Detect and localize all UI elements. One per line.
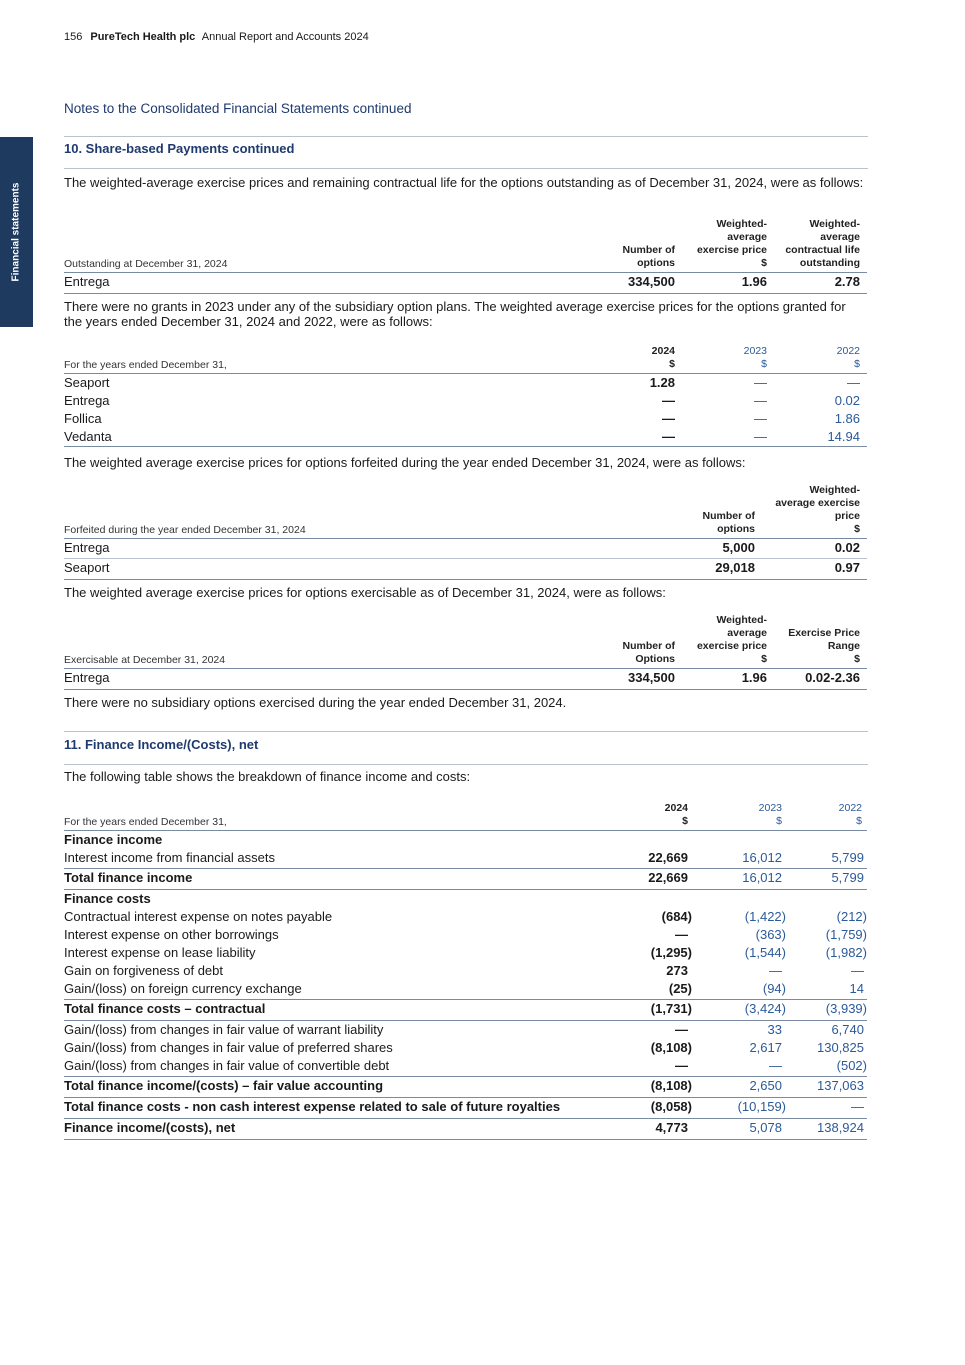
col-header-contractual-life [785,218,860,270]
value-2022: — [851,963,864,978]
row-label: Finance income/(costs), net [64,1120,236,1135]
number-options-value: 334,500 [628,274,675,289]
row-label: Total finance income [64,870,193,885]
number-options-value: 334,500 [628,670,675,685]
col-header-text: Exercise Price Range $ [788,627,860,665]
value-2022: 130,825 [817,1040,864,1055]
value-2023: — [754,411,767,426]
section-side-tab [0,137,33,327]
row-label: Vedanta [64,429,112,444]
row-label: Interest expense on other borrowings [64,927,279,942]
value-2024: (684) [661,909,692,924]
table-header-label: For the years ended December 31, [64,816,227,828]
row-label: Finance income [64,832,163,847]
value-2023: 5,078 [749,1120,782,1135]
table-row [64,908,867,926]
divider [64,168,868,169]
row-label: Total finance income/(costs) – fair value accounting [64,1078,384,1093]
section-10-title: 10. Share-based Payments continued [64,141,295,156]
value-2022: (3,939) [825,1001,867,1016]
col-header-2024 [652,345,675,371]
row-label: Gain/(loss) from changes in fair value of convertible debt [64,1058,390,1073]
value-2023: — [769,963,782,978]
table-header [64,481,867,539]
value-2023: — [754,375,767,390]
row-label: Interest income from financial assets [64,850,275,865]
value-2024: (1,731) [650,1001,692,1016]
table-row [64,1057,867,1077]
table-row [64,374,867,392]
table-row [64,559,867,580]
row-label: Entrega [64,540,110,555]
divider [64,764,868,765]
value-2024: (25) [668,981,692,996]
price-range-value: 0.02-2.36 [805,670,860,685]
col-header-text: 2022 $ [838,802,862,827]
col-header-text: Weighted- average exercise price $ [775,484,860,535]
row-label: Entrega [64,393,110,408]
grants-table [64,341,867,447]
row-label: Total finance costs - non cash interest expense related to sale of future royalties [64,1099,561,1114]
col-header-2023 [744,345,767,371]
value-2023: — [769,1058,782,1073]
value-2023: 16,012 [742,870,782,885]
value-2023: (10,159) [737,1099,786,1114]
table-row [64,980,867,1000]
col-header-text: Weighted- average exercise price $ [696,614,767,665]
table-header-label: Forfeited during the year ended December 31, 2024 [64,524,306,536]
section-10-intro: The weighted-average exercise prices and remaining contractual life for the options outstanding as of December 31, 2024, were as follows: [64,175,864,190]
table-row-total [64,869,867,890]
value-2023: (1,544) [744,945,786,960]
col-header-number-options [623,640,676,666]
value-2022: 5,799 [831,850,864,865]
number-options-value: 29,018 [715,560,755,575]
number-options-value: 5,000 [722,540,755,555]
exercise-price-value: 0.97 [834,560,860,575]
grants-text: There were no grants in 2023 under any of the subsidiary option plans. The weighted average exercise prices for the options granted for the years ended December 31, 2024 and 2022, were as follows: [64,299,846,329]
table-row [64,273,867,294]
table-row [64,539,867,559]
company-name: PureTech Health plc [90,31,196,43]
col-header-number-options [623,244,676,270]
table-row [64,962,867,980]
table-row [64,849,867,869]
table-row [64,831,867,849]
value-2022: 137,063 [817,1078,864,1093]
finance-income-table [64,798,867,1140]
divider [64,731,868,732]
col-header-text: 2024 $ [664,802,688,827]
value-2022: (212) [836,909,867,924]
col-header-number-options [703,510,756,536]
value-2023: (3,424) [744,1001,786,1016]
value-2024: — [675,1058,688,1073]
value-2024: — [662,429,675,444]
table-row [64,1039,867,1057]
value-2024: (8,058) [650,1099,692,1114]
row-label: Gain/(loss) on foreign currency exchange [64,981,302,996]
col-header-text: Weighted- average exercise price $ [696,218,767,269]
table-header [64,798,867,831]
value-2022: 6,740 [831,1022,864,1037]
exercise-price-value: 1.96 [741,274,767,289]
table-header-label: Exercisable at December 31, 2024 [64,654,226,666]
row-label: Follica [64,411,102,426]
table-row [64,392,867,410]
value-2024: 4,773 [655,1120,688,1135]
table-row [64,890,867,908]
table-row-total [64,1000,867,1021]
value-2024: — [675,1022,688,1037]
value-2024: 1.28 [649,375,675,390]
row-label: Total finance costs – contractual [64,1001,266,1016]
value-2022: (502) [836,1058,867,1073]
value-2022: 5,799 [831,870,864,885]
value-2024: (1,295) [650,945,692,960]
table-row [64,926,867,944]
table-row [64,944,867,962]
col-header-exercise-price [697,218,767,270]
value-2022: 14 [849,981,864,996]
value-2023: (1,422) [744,909,786,924]
exercise-price-value: 0.02 [834,540,860,555]
page-number: 156 [64,31,83,43]
value-2023: 2,617 [749,1040,782,1055]
value-2023: 2,650 [749,1078,782,1093]
value-2024: 22,669 [648,870,688,885]
value-2024: (8,108) [650,1078,692,1093]
forfeited-options-table [64,481,867,580]
report-name: Annual Report and Accounts 2024 [201,31,369,43]
col-header-2024 [665,802,688,828]
exercisable-options-table [64,611,867,690]
row-label: Contractual interest expense on notes payable [64,909,333,924]
value-2022: 1.86 [834,411,860,426]
divider [64,136,868,137]
value-2022: (1,759) [825,927,867,942]
col-header-price-range [788,627,860,666]
row-label: Seaport [64,375,110,390]
row-label: Entrega [64,670,110,685]
outstanding-options-table [64,214,867,294]
col-header-text: 2023 $ [758,802,782,827]
value-2022: 0.02 [834,393,860,408]
row-label: Gain on forgiveness of debt [64,963,223,978]
row-label: Seaport [64,560,110,575]
section-11-intro: The following table shows the breakdown of finance income and costs: [64,769,471,784]
table-header-label: Outstanding at December 31, 2024 [64,258,228,270]
table-header [64,611,867,669]
value-2022: 14.94 [827,429,860,444]
col-header-text: 2023 $ [743,345,767,370]
exercisable-text: The weighted average exercise prices for options exercisable as of December 31, 2024, were as follows: [64,585,666,600]
row-label: Entrega [64,274,110,289]
col-header-2022 [837,345,860,371]
value-2024: — [662,393,675,408]
contractual-life-value: 2.78 [834,274,860,289]
value-2022: 138,924 [817,1120,864,1135]
value-2023: 16,012 [742,850,782,865]
page-header [64,31,369,43]
col-header-exercise-price [697,614,767,666]
col-header-text: Number of options [702,510,755,535]
value-2024: (8,108) [650,1040,692,1055]
value-2023: — [754,429,767,444]
value-2023: (363) [755,927,786,942]
table-row [64,410,867,428]
no-exercise-text: There were no subsidiary options exercised during the year ended December 31, 2024. [64,695,567,710]
col-header-2022 [839,802,862,828]
table-row [64,1021,867,1039]
value-2023: — [754,393,767,408]
col-header-text: 2024 $ [651,345,675,370]
value-2022: — [847,375,860,390]
table-header-label: For the years ended December 31, [64,359,227,371]
row-label: Finance costs [64,891,151,906]
table-row-total [64,1077,867,1098]
notes-title: Notes to the Consolidated Financial Statements continued [64,101,412,116]
col-header-exercise-price [775,484,860,536]
value-2023: (94) [762,981,786,996]
row-label: Interest expense on lease liability [64,945,256,960]
value-2024: — [675,927,688,942]
col-header-2023 [759,802,782,828]
table-row [64,428,867,447]
side-tab-label: Financial statements [10,182,22,282]
table-header [64,341,867,374]
table-header [64,214,867,273]
value-2022: — [851,1099,864,1114]
col-header-text: Weighted- average contractual life outstanding [785,218,860,269]
value-2024: 273 [666,963,688,978]
value-2024: — [662,411,675,426]
value-2022: (1,982) [825,945,867,960]
row-label: Gain/(loss) from changes in fair value of warrant liability [64,1022,384,1037]
table-row-total [64,1098,867,1119]
exercise-price-value: 1.96 [741,670,767,685]
col-header-text: 2022 $ [836,345,860,370]
value-2023: 33 [767,1022,782,1037]
table-row [64,669,867,690]
forfeited-text: The weighted average exercise prices for options forfeited during the year ended December 31, 2024, were as follows: [64,455,746,470]
section-11-title: 11. Finance Income/(Costs), net [64,737,259,752]
table-row-total [64,1119,867,1140]
row-label: Gain/(loss) from changes in fair value of preferred shares [64,1040,393,1055]
col-header-text: Number of options [622,244,675,269]
value-2024: 22,669 [648,850,688,865]
col-header-text: Number of Options [622,640,675,665]
